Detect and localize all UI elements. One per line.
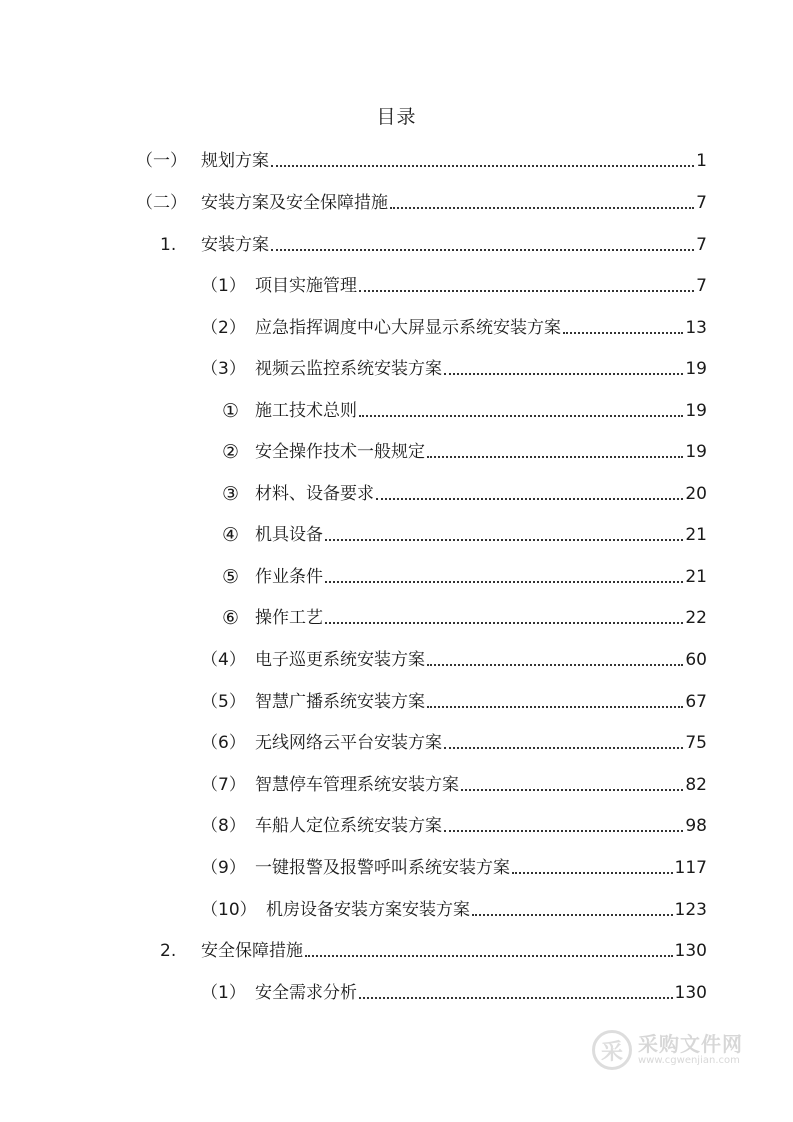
dot-leader — [444, 747, 683, 749]
dot-leader — [512, 872, 673, 874]
dot-leader — [472, 914, 673, 916]
dot-leader — [359, 290, 694, 292]
toc-entry-title: 一键报警及报警呼叫系统安装方案 — [255, 858, 510, 878]
toc-entry-title: 施工技术总则 — [255, 401, 357, 421]
toc-entry[interactable] — [0, 522, 707, 548]
toc-entry-number: ② — [222, 441, 240, 463]
toc-entry-page: 117 — [674, 858, 707, 878]
toc-entry-title: 项目实施管理 — [255, 276, 357, 296]
toc-entry-page: 130 — [674, 941, 707, 961]
toc-entry[interactable] — [0, 855, 707, 881]
toc-entry-number: （10） — [201, 900, 257, 920]
toc-entry-number: （7） — [201, 775, 246, 795]
toc-entry[interactable] — [0, 980, 707, 1006]
toc-entry-title: 安全操作技术一般规定 — [255, 442, 425, 462]
toc-entry-page: 130 — [674, 983, 707, 1003]
watermark — [592, 1027, 752, 1073]
dot-leader — [461, 789, 683, 791]
toc-entry-number: （一） — [136, 151, 187, 171]
toc-entry[interactable] — [0, 398, 707, 424]
toc-entry[interactable] — [0, 481, 707, 507]
dot-leader — [444, 373, 683, 375]
toc-entry-title: 安装方案 — [201, 235, 269, 255]
toc-entry-number: ⑤ — [222, 566, 240, 588]
toc-entry-page: 21 — [685, 567, 707, 587]
toc-entry-number: （6） — [201, 733, 246, 753]
toc-entry[interactable] — [0, 647, 707, 673]
toc-entry-number: （8） — [201, 816, 246, 836]
toc-entry[interactable] — [0, 938, 707, 964]
toc-entry[interactable] — [0, 564, 707, 590]
toc-entry-title: 安全保障措施 — [201, 941, 303, 961]
toc-entry-title: 作业条件 — [255, 567, 323, 587]
toc-entry[interactable] — [0, 605, 707, 631]
toc-entry-number: （5） — [201, 692, 246, 712]
toc-entry-page: 75 — [685, 733, 707, 753]
dot-leader — [325, 539, 683, 541]
toc-entry-page: 1 — [696, 151, 707, 171]
toc-entry-number: 1. — [160, 235, 177, 255]
dot-leader — [444, 830, 683, 832]
toc-entry-page: 13 — [685, 318, 707, 338]
toc-entry-number: ⑥ — [222, 607, 240, 629]
toc-entry[interactable] — [0, 689, 707, 715]
toc-entry-page: 60 — [685, 650, 707, 670]
toc-entry-page: 7 — [696, 193, 707, 213]
toc-entry-number: （1） — [201, 983, 246, 1003]
toc-entry-number: （二） — [136, 193, 187, 213]
dot-leader — [427, 664, 683, 666]
toc-entry-page: 82 — [685, 775, 707, 795]
toc-entry-page: 67 — [685, 692, 707, 712]
toc-entry[interactable] — [0, 148, 707, 174]
toc-entry-page: 7 — [696, 276, 707, 296]
toc-entry-number: （3） — [201, 359, 246, 379]
toc-entry-title: 无线网络云平台安装方案 — [255, 733, 442, 753]
toc-entry-title: 安全需求分析 — [255, 983, 357, 1003]
toc-entry-number: （2） — [201, 318, 246, 338]
toc-entry-page: 123 — [674, 900, 707, 920]
dot-leader — [325, 622, 683, 624]
dot-leader — [305, 955, 673, 957]
toc-entry-number: ③ — [222, 483, 240, 505]
dot-leader — [271, 249, 694, 251]
toc-entry-title: 安装方案及安全保障措施 — [201, 193, 388, 213]
toc-entry-title: 智慧广播系统安装方案 — [255, 692, 425, 712]
toc-entry[interactable] — [0, 356, 707, 382]
dot-leader — [359, 415, 683, 417]
toc-entry-title: 机具设备 — [255, 525, 323, 545]
toc-entry[interactable] — [0, 772, 707, 798]
watermark-logo-icon: 采 — [592, 1030, 632, 1070]
toc-entry-number: ① — [222, 400, 240, 422]
watermark-name: 采购文件网 — [638, 1032, 743, 1056]
toc-entry[interactable] — [0, 232, 707, 258]
toc-entry-title: 车船人定位系统安装方案 — [255, 816, 442, 836]
toc-entry-page: 19 — [685, 359, 707, 379]
toc-entry[interactable] — [0, 439, 707, 465]
toc-entry-number: （4） — [201, 650, 246, 670]
toc-entry-page: 19 — [685, 401, 707, 421]
toc-entry-title: 操作工艺 — [255, 608, 323, 628]
toc-entry-page: 19 — [685, 442, 707, 462]
toc-entry-number: （1） — [201, 276, 246, 296]
dot-leader — [427, 706, 683, 708]
toc-entry[interactable] — [0, 273, 707, 299]
dot-leader — [359, 997, 673, 999]
toc-entry-title: 智慧停车管理系统安装方案 — [255, 775, 459, 795]
toc-entry-page: 21 — [685, 525, 707, 545]
toc-entry-number: （9） — [201, 858, 246, 878]
toc-entry-title: 机房设备安装方案安装方案 — [266, 900, 470, 920]
toc-entry-page: 98 — [685, 816, 707, 836]
toc-entry-page: 20 — [685, 484, 707, 504]
toc-entry[interactable] — [0, 730, 707, 756]
toc-entry-number: ④ — [222, 524, 240, 546]
toc-entry[interactable] — [0, 190, 707, 216]
toc-entry[interactable] — [0, 315, 707, 341]
toc-entry[interactable] — [0, 813, 707, 839]
toc-entry-page: 7 — [696, 235, 707, 255]
dot-leader — [325, 581, 683, 583]
watermark-url: www.cgwenjian.com — [638, 1055, 740, 1066]
dot-leader — [376, 498, 683, 500]
toc-entry-title: 规划方案 — [201, 151, 269, 171]
toc-entry-number: 2. — [160, 941, 177, 961]
dot-leader — [427, 456, 683, 458]
toc-title: 目录 — [376, 106, 417, 128]
dot-leader — [563, 332, 683, 334]
toc-entry-title: 应急指挥调度中心大屏显示系统安装方案 — [255, 318, 561, 338]
toc-entry-title: 视频云监控系统安装方案 — [255, 359, 442, 379]
toc-entry-title: 电子巡更系统安装方案 — [255, 650, 425, 670]
dot-leader — [390, 207, 694, 209]
toc-entry-title: 材料、设备要求 — [255, 484, 374, 504]
dot-leader — [271, 165, 694, 167]
toc-entry[interactable] — [0, 897, 707, 923]
toc-entry-page: 22 — [685, 608, 707, 628]
